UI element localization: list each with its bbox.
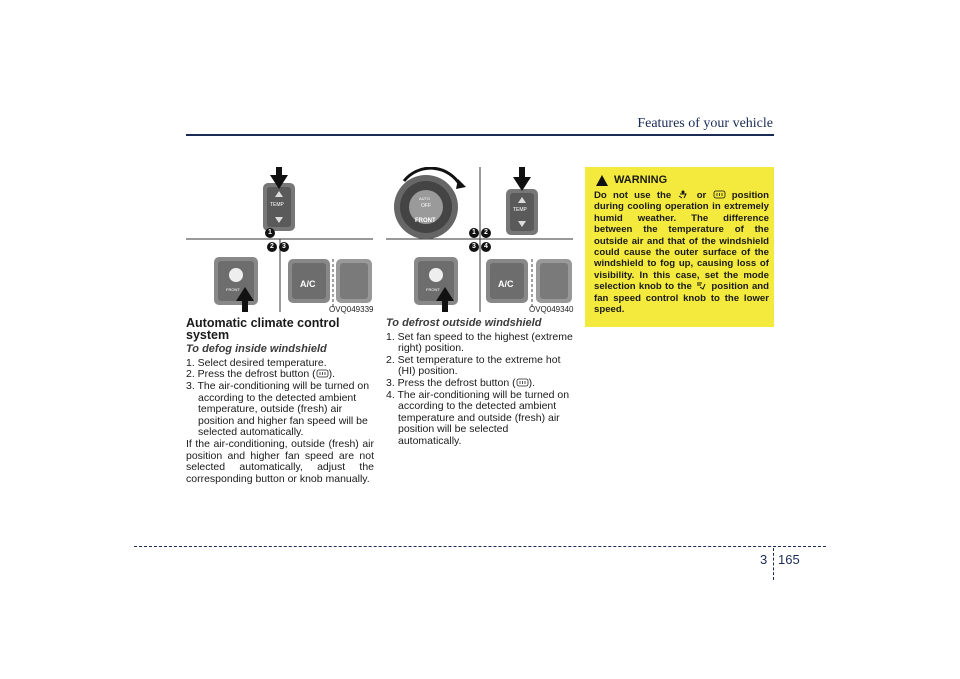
defrost-icon <box>316 369 329 378</box>
figure-knob-mid: OFF <box>421 203 431 209</box>
figure-defrost-label: FRONT <box>226 287 240 292</box>
subsection-title: To defrost outside windshield <box>386 317 542 329</box>
defog-illustration <box>186 167 373 312</box>
warning-header <box>596 174 667 186</box>
step-3: 3. The air-conditioning will be turned on according to the detected ambient temperature, outside (fresh) air position and higher fan speed will be selected automatically. <box>186 379 370 439</box>
figure-code: OVQ049340 <box>529 305 574 314</box>
figure-defrost-label: FRONT <box>426 287 440 292</box>
callout-1: 1 <box>268 229 272 236</box>
subsection-title: To defog inside windshield <box>186 343 327 356</box>
page-number: 165 <box>778 552 800 567</box>
defrost-icon <box>516 378 529 387</box>
step-3-end: ). <box>528 376 535 389</box>
header-title: Features of your vehicle <box>637 116 773 131</box>
step-2-end: ). <box>328 368 335 381</box>
step-3 <box>386 378 574 390</box>
warning-icon <box>596 175 608 186</box>
warning-text-1: Do not use the <box>594 190 672 201</box>
face-vent-icon <box>695 281 708 290</box>
section-title: Automatic climate control system <box>186 316 340 342</box>
footer-rule <box>134 546 826 547</box>
step-1: 1. Set fan speed to the highest (extreme right) position. <box>386 330 573 355</box>
step-2: 2. Set temperature to the extreme hot (HI) position. <box>386 353 561 378</box>
callout-3: 3 <box>282 243 286 250</box>
header-rule <box>186 134 774 136</box>
callout-1: 1 <box>472 229 476 236</box>
figure-knob-top: AUTO <box>419 196 431 201</box>
figure-temp-label: TEMP <box>270 202 284 208</box>
warning-box <box>585 167 774 327</box>
warning-text-2: or <box>696 190 707 201</box>
step-2-text: 2. Press the defrost button ( <box>186 368 316 381</box>
note-paragraph: If the air-conditioning, outside (fresh) air position and higher fan speed are not selected automatically, adjust the corresponding button or knob manually. <box>186 437 374 485</box>
figure-defog-panel <box>186 167 373 312</box>
figure-code: OVQ049339 <box>329 305 374 314</box>
figure-defrost-panel <box>386 167 573 312</box>
step-4: 4. The air-conditioning will be turned on according to the detected ambient temperature and outside (fresh) air position will be selected automatically. <box>386 388 570 447</box>
warning-text <box>594 190 769 315</box>
defrost-illustration <box>386 167 573 312</box>
callout-2: 2 <box>270 243 274 250</box>
figure-temp-label: TEMP <box>513 207 527 213</box>
step-1: 1. Select desired temperature. <box>186 356 327 369</box>
callout-3: 3 <box>472 243 476 250</box>
warning-text-4: position and fan speed control knob to the lower speed. <box>594 281 769 316</box>
middle-column <box>386 318 574 448</box>
callout-4: 4 <box>484 243 488 250</box>
callout-2: 2 <box>484 229 488 236</box>
warning-title: WARNING <box>614 174 668 186</box>
left-column <box>186 318 374 485</box>
footer-divider <box>773 548 774 580</box>
step-3-text: 3. Press the defrost button ( <box>386 376 516 389</box>
floor-defrost-icon <box>677 190 690 199</box>
figure-ac-label: A/C <box>498 279 514 289</box>
warning-text-3: position during cooling operation in extremely humid weather. The difference between the temperature of the outside air and that of the windshield could cause the outer surface of the windshield to fog up, causing loss of visibility. In this case, set the mode selection knob to the <box>594 190 770 293</box>
defrost-icon <box>713 190 726 199</box>
figure-knob-label: FRONT <box>415 218 436 224</box>
figure-ac-label: A/C <box>300 279 316 289</box>
chapter-number: 3 <box>760 552 768 567</box>
